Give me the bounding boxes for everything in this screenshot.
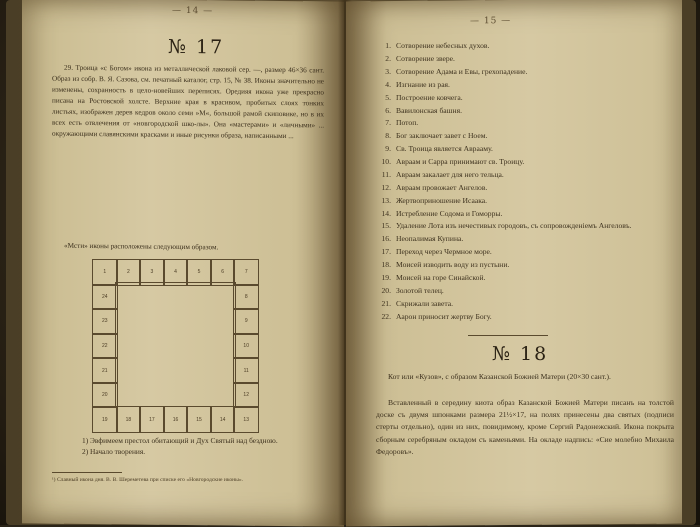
scene-title: Авраам провожает Ангелов. [396,182,488,192]
note-2: 2) Начало творения. [82,447,146,456]
scene-title: Авраам и Сарра принимают св. Троицу. [396,157,525,167]
scene-list-item [376,169,676,182]
scene-list-item [376,92,676,105]
left-page-heading: № 17 [168,35,225,59]
scene-number: 6. [385,105,391,115]
scene-number: 11. [381,170,391,180]
scene-number: 3. [385,66,391,76]
section-rule [468,335,548,336]
scene-number: 12. [381,182,391,192]
scene-list-item [376,40,676,53]
scene-list-item [376,105,676,118]
scene-title: Аарон приносит жертву Богу. [396,311,492,321]
grid-cell: 4 [163,259,189,286]
scene-title: Истребление Содома и Гоморры. [396,208,503,218]
left-paragraph-1 [52,63,324,234]
grid-cell: 21 [92,357,118,384]
grid-cell: 9 [233,308,259,335]
scene-title: Вавилонская башня. [396,105,462,115]
left-paragraph-2: «Мсти» иконы расположены следующим образом. [64,241,219,252]
right-running-head: — 15 — [470,16,512,27]
grid-cell: 5 [186,259,212,286]
scene-number: 9. [385,144,391,154]
scene-title: Св. Троица является Аврааму. [396,144,493,154]
left-paragraph-1-text: 29. Троица «с Богом» икона из металлической лаковой сер. —, размер 46×36 сант. Образ из собр. В. Я. Сазова, см. печатный каталог, стр. 15, № 38. Иконы значительно не изменены, сохранность в цело-новейших переписях. Оредияя икона уже прекрасно писана на Ростовской холсте. Верхние края в красивом, пробитых слоях тонких листьях, изображен дерев кедров около семи »М«, большой рамой скиповике, но в их всех есть отвлечения от «новгородской шко-лы». Она «мастерами» и «личными» ... окружающими славянскими красками и иные рисунки образа, написанными ... [52,63,324,141]
scene-list-item [376,143,676,156]
grid-cell: 19 [92,406,118,433]
scene-title: Жертвоприношение Исаака. [396,195,488,205]
right-paragraph-2-text: Вставленный в середину киота образ Казанской Божией Матери писанъ на толстой доске съ двумя шпонками размера 21½×17, на полях принесены два святых (подписи стерты отдельно), один из них, повидимому, кроме Сергий Радонежский. Икона покрыта сборным серебряным окладом съ каменьями. На окладе надпись: «Сие молебно Михаила Федоровъ». [376,398,674,456]
scene-number: 14. [381,208,391,218]
scene-title: Бог заключает завет с Ноем. [396,131,488,141]
grid-cell: 14 [210,406,236,433]
right-page-heading: № 18 [492,343,549,365]
scene-title: Переход через Чермное море. [396,247,492,257]
grid-cell: 13 [233,406,259,433]
scene-number: 16. [381,234,391,244]
scene-list-item [376,221,686,232]
grid-cell: 10 [233,333,259,360]
scene-title: Моисей на горе Синайской. [396,272,486,282]
left-notes [82,435,332,457]
scene-list-item [376,130,676,143]
scene-title: Изгнание из рая. [396,79,450,89]
grid-cell: 8 [233,284,259,311]
scene-list-item [376,182,676,195]
grid-cell: 17 [139,406,165,433]
scene-number: 19. [381,272,391,282]
scene-title: Неопалимая Купина. [396,234,464,244]
scene-list-item [376,311,676,324]
scene-list-item [376,285,676,298]
grid-cell: 2 [116,259,142,286]
left-running-head: — 14 — [172,5,214,17]
left-footnote: ¹) Славный икона дня. В. В. Шереметева при списке его «Новгородские иконы». [52,477,244,483]
scene-number: 15. [381,220,391,230]
scene-number: 2. [385,53,391,63]
scene-title: Потоп. [396,118,419,128]
scene-number: 18. [381,260,391,269]
scene-list-item [376,117,676,130]
scene-list-item [376,233,676,246]
scene-title: Удаление Лота изъ нечестивых городовъ, съ сопровожденiемъ Ангеловъ. [396,220,632,230]
scene-number: 17. [381,247,391,257]
scene-list-item [376,272,676,285]
scene-number: 22. [381,311,391,321]
scene-number: 8. [385,131,391,141]
scene-number: 5. [385,92,391,102]
scene-number: 7. [385,118,391,128]
grid-cell: 23 [92,308,118,335]
grid-cell: 12 [233,382,259,409]
right-paragraph-1-text: Кот или «Кузов», с образом Казанской Божией Матери (20×30 сант.). [388,372,611,381]
grid-cell: 7 [233,259,259,286]
scene-title: Сотворение Адама и Евы, грехопадение. [396,66,528,76]
scene-list-item [376,66,676,79]
note-1: 1) Эвфимеем престол обитающий и Дух Святый над бездною. [82,436,278,445]
icon-center-panel [115,282,236,407]
scene-title: Авраам закалает для него тельца. [396,170,504,180]
grid-cell: 11 [233,357,259,384]
grid-cell: 6 [210,259,236,286]
scene-list-item [376,298,676,311]
scene-list-item [376,156,676,169]
scene-title: Построение ковчега. [396,92,463,102]
right-paragraph-1 [376,371,674,383]
grid-cell: 18 [116,406,142,433]
scene-title: Моисей изводить воду из пустыни. [396,260,510,269]
scene-list-item [376,259,676,272]
scene-number: 10. [381,157,391,167]
grid-cell: 15 [186,406,212,433]
scene-number: 4. [385,79,391,89]
scene-list-item [376,246,676,259]
right-paragraph-2 [376,397,674,458]
scene-number: 13. [381,195,391,205]
scene-number: 21. [381,298,391,308]
grid-cell: 1 [92,259,118,286]
scene-list-item [376,208,676,221]
grid-cell: 24 [92,284,118,311]
grid-cell: 16 [163,406,189,433]
scene-title: Сотворение небесных духов. [396,41,490,50]
scene-title: Золотой телец. [396,285,444,295]
scene-number: 20. [381,285,391,295]
scene-list [376,40,676,324]
grid-cell: 3 [139,259,165,286]
scene-title: Скрижали завета. [396,298,454,308]
scene-list-item [376,195,676,208]
footnote-rule [52,472,122,473]
scene-list-item [376,79,676,92]
scene-number: 1. [385,41,391,50]
grid-cell: 22 [92,333,118,360]
grid-cell: 20 [92,382,118,409]
scene-title: Сотворение звере. [396,53,455,63]
scene-list-item [376,53,676,66]
